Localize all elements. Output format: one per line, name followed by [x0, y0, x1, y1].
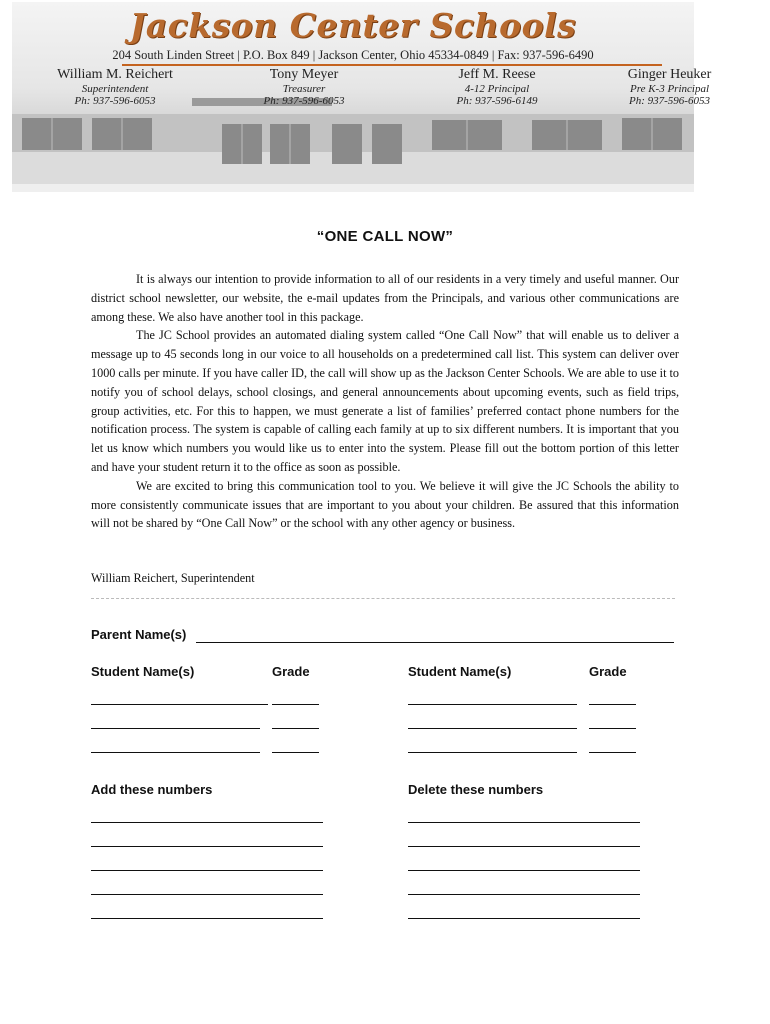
delete-number-field[interactable]: [408, 870, 640, 871]
school-name-logo: Jackson Center Schools: [129, 6, 577, 45]
grade-label-right: Grade: [589, 664, 627, 679]
student-name-label-left: Student Name(s): [91, 664, 195, 679]
add-number-field[interactable]: [91, 894, 323, 895]
delete-number-field[interactable]: [408, 894, 640, 895]
grade-field[interactable]: [272, 728, 319, 729]
grade-field[interactable]: [589, 752, 636, 753]
staff-treasurer: [244, 66, 364, 108]
student-name-field[interactable]: [408, 752, 577, 753]
student-name-field[interactable]: [91, 704, 268, 705]
parent-name-field[interactable]: [196, 642, 674, 643]
add-numbers-label: Add these numbers: [91, 782, 213, 797]
staff-name: Jeff M. Reese: [458, 67, 536, 82]
letter-paragraph: It is always our intention to provide information to all of our residents in a very timely and useful manner. Our district school newsletter, our website, the e-mail updates from the Principals, and various other communications are among these. We also have another tool in this package.: [91, 272, 679, 324]
staff-principal-4-12: [432, 66, 562, 108]
staff-superintendent: [40, 66, 190, 108]
grade-field[interactable]: [272, 704, 319, 705]
staff-phone: Ph: 937-596-6053: [263, 95, 345, 107]
delete-number-field[interactable]: [408, 822, 640, 823]
grade-label-left: Grade: [272, 664, 310, 679]
staff-name: William M. Reichert: [57, 67, 173, 82]
parent-name-label: Parent Name(s): [91, 627, 187, 642]
add-number-field[interactable]: [91, 846, 323, 847]
add-number-field[interactable]: [91, 822, 323, 823]
student-name-field[interactable]: [408, 728, 577, 729]
add-number-field[interactable]: [91, 870, 323, 871]
cut-line-divider: [91, 598, 675, 599]
student-name-field[interactable]: [91, 728, 260, 729]
staff-title: Superintendent: [81, 83, 149, 95]
staff-title: Pre K-3 Principal: [629, 83, 710, 95]
grade-field[interactable]: [272, 752, 319, 753]
letter-title: “ONE CALL NOW”: [316, 228, 454, 245]
student-name-label-right: Student Name(s): [408, 664, 512, 679]
staff-name: Ginger Heuker: [627, 67, 712, 82]
add-number-field[interactable]: [91, 918, 323, 919]
letter-paragraph: The JC School provides an automated dialing system called “One Call Now” that will enable us to deliver a message up to 45 seconds long in our voice to all households on a predetermined call list. This system can deliver over 1000 calls per minute. If you have caller ID, the call will show up as the Jackson Center Schools. We are able to use it to notify you of school delays, school closings, and general announcements about upcoming events, such as field trips, group activities, etc. For this to happen, we must generate a list of families’ preferred contact phone numbers for the notification process. The system is capable of calling each family at up to six different numbers. It is important that you let us know which numbers you would like us to enter into the system. Please fill out the bottom portion of this letter and have your student return it to the office as soon as possible.: [91, 328, 679, 474]
grade-field[interactable]: [589, 704, 636, 705]
staff-phone: Ph: 937-596-6053: [74, 95, 156, 107]
staff-name: Tony Meyer: [269, 67, 339, 82]
staff-phone: Ph: 937-596-6053: [629, 95, 710, 107]
grade-field[interactable]: [589, 728, 636, 729]
student-name-field[interactable]: [91, 752, 260, 753]
signature-line: William Reichert, Superintendent: [91, 571, 255, 585]
student-name-field[interactable]: [408, 704, 577, 705]
staff-title: Treasurer: [282, 83, 326, 95]
letter-paragraph: We are excited to bring this communication tool to you. We believe it will give the JC Schools the ability to more consistently communicate issues that are important to you about your children. Be assured that this information will not be shared by “One Call Now” or the school with any other agency or business.: [91, 478, 679, 531]
staff-principal-prek-3: [612, 66, 727, 108]
staff-phone: Ph: 937-596-6149: [456, 95, 538, 107]
delete-number-field[interactable]: [408, 918, 640, 919]
delete-number-field[interactable]: [408, 846, 640, 847]
letterhead-rule: [122, 64, 662, 66]
staff-title: 4-12 Principal: [464, 83, 530, 95]
letterhead: [12, 2, 712, 192]
school-address: 204 South Linden Street | P.O. Box 849 | Jackson Center, Ohio 45334-0849 | Fax: 937-596-6490: [112, 48, 594, 62]
letter-body: [91, 270, 679, 533]
delete-numbers-label: Delete these numbers: [408, 782, 544, 797]
